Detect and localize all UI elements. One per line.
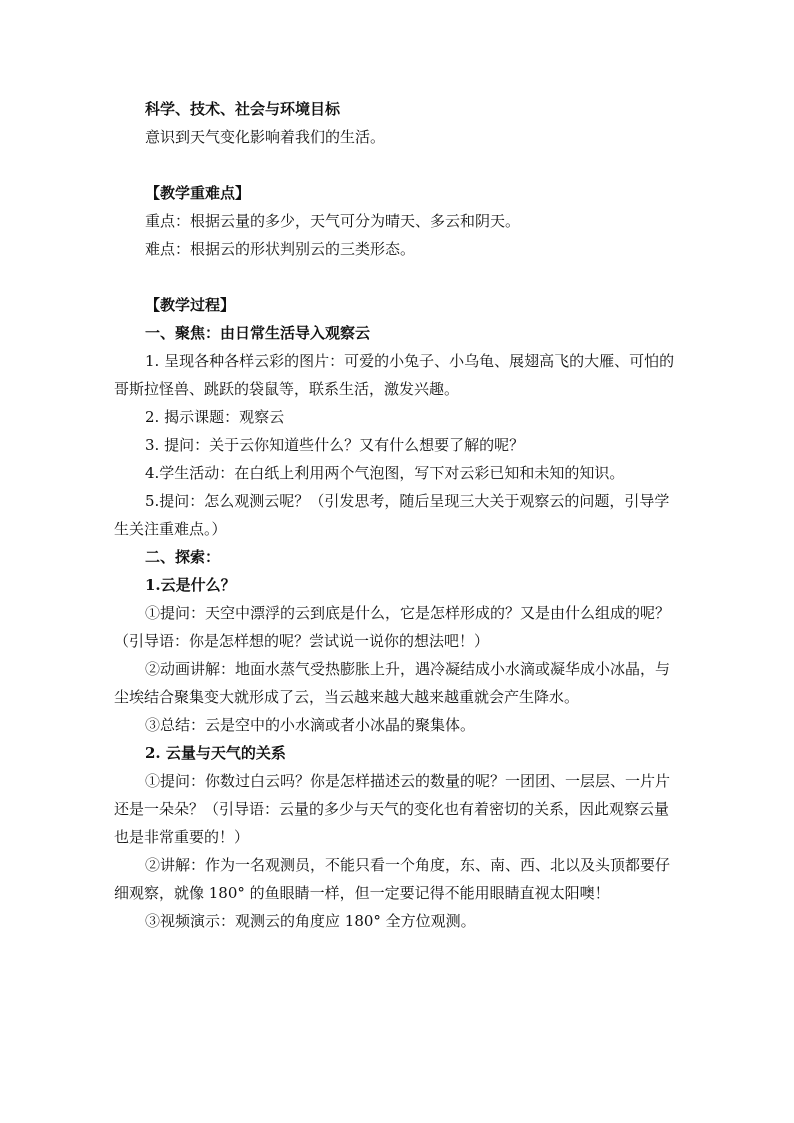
subsection-heading-explore: 二、探索：	[145, 548, 221, 566]
section-heading-sts-goal: 科学、技术、社会与环境目标	[145, 100, 341, 118]
subsection-heading-what-is-cloud: 1.云是什么？	[145, 576, 236, 594]
paragraph: 2. 揭示课题：观察云	[145, 408, 285, 426]
paragraph: ①提问：天空中漂浮的云到底是什么，它是怎样形成的？又是由什么组成的呢？（引导语：你是怎样想的呢？尝试说一说你的想法吧！）	[114, 604, 671, 650]
paragraph: ①提问：你数过白云吗？你是怎样描述云的数量的呢？一团团、一层层、一片片还是一朵朵？（引导语：云量的多少与天气的变化也有着密切的关系，因此观察云量也是非常重要的！）	[114, 772, 671, 846]
paragraph: 意识到天气变化影响着我们的生活。	[145, 128, 386, 146]
subsection-heading-focus: 一、聚焦：由日常生活导入观察云	[145, 324, 371, 342]
paragraph: ②动画讲解：地面水蒸气受热膨胀上升，遇冷凝结成小水滴或凝华成小冰晶，与尘埃结合聚集变大就形成了云，当云越来越大越来越重就会产生降水。	[114, 660, 671, 706]
paragraph: 难点：根据云的形状判别云的三类形态。	[145, 240, 416, 258]
paragraph: ③视频演示：观测云的角度应 180° 全方位观测。	[145, 912, 476, 930]
document-body	[114, 95, 682, 935]
spacer	[114, 151, 682, 179]
paragraph: 4.学生活动：在白纸上利用两个气泡图，写下对云彩已知和未知的知识。	[145, 464, 625, 482]
paragraph: 3. 提问：关于云你知道些什么？又有什么想要了解的呢？	[145, 436, 525, 454]
subsection-heading-cloud-amount: 2. 云量与天气的关系	[145, 744, 286, 762]
paragraph: ③总结：云是空中的小水滴或者小冰晶的聚集体。	[145, 716, 476, 734]
section-heading-key-points: 【教学重难点】	[145, 184, 251, 202]
paragraph: 5.提问：怎么观测云呢？（引发思考，随后呈现三大关于观察云的问题，引导学生关注重难点。）	[114, 492, 670, 538]
spacer	[114, 263, 682, 291]
paragraph: 重点：根据云量的多少，天气可分为晴天、多云和阴天。	[145, 212, 521, 230]
section-heading-process: 【教学过程】	[145, 296, 236, 314]
paragraph: ②讲解：作为一名观测员，不能只看一个角度，东、南、西、北以及头顶都要仔细观察，就像 180° 的鱼眼睛一样，但一定要记得不能用眼睛直视太阳噢！	[114, 856, 671, 902]
paragraph: 1. 呈现各种各样云彩的图片：可爱的小兔子、小乌龟、展翅高飞的大雁、可怕的哥斯拉怪兽、跳跃的袋鼠等，联系生活，激发兴趣。	[114, 352, 675, 398]
